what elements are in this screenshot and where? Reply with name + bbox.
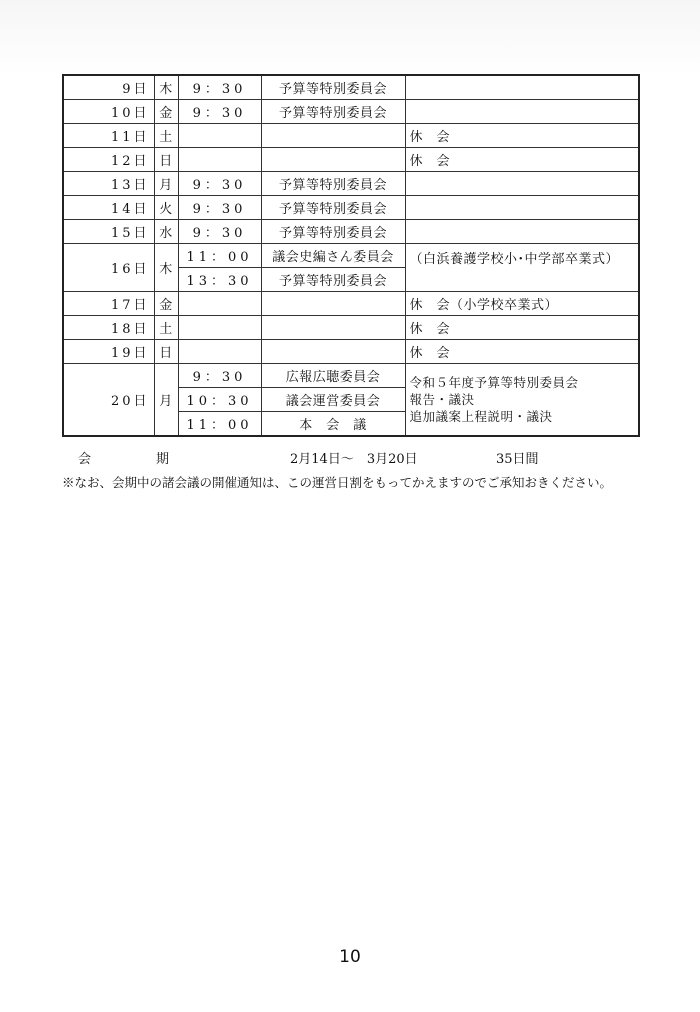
table-row — [63, 340, 639, 364]
time-cell: 9：30 — [178, 75, 261, 100]
weekday-cell: 金 — [154, 100, 178, 124]
time-cell — [178, 124, 261, 148]
note-cell — [405, 75, 639, 100]
meeting-cell: 予算等特別委員会 — [261, 75, 405, 100]
day-cell: 20日 — [63, 364, 154, 437]
session-period-label: 会 期 — [78, 452, 170, 467]
meeting-cell: 広報広聴委員会 — [261, 364, 405, 388]
time-cell: 11：00 — [178, 412, 261, 437]
day-cell: 9日 — [63, 75, 154, 100]
table-row — [63, 196, 639, 220]
table-row — [63, 316, 639, 340]
session-period-line — [78, 448, 638, 466]
meeting-cell — [261, 340, 405, 364]
weekday-cell: 土 — [154, 316, 178, 340]
table-row — [63, 148, 639, 172]
weekday-cell: 日 — [154, 148, 178, 172]
weekday-cell: 日 — [154, 340, 178, 364]
note-cell — [405, 220, 639, 244]
meeting-cell: 議会史編さん委員会 — [261, 244, 405, 268]
notice-text: ※なお、会期中の諸会議の開催通知は、この運営日割をもってかえますのでご承知おきください。 — [62, 475, 613, 490]
day-cell: 14日 — [63, 196, 154, 220]
day-cell: 15日 — [63, 220, 154, 244]
page-number: 10 — [339, 947, 361, 967]
weekday-cell: 水 — [154, 220, 178, 244]
note-cell: 休 会 — [405, 148, 639, 172]
weekday-cell: 月 — [154, 364, 178, 437]
time-cell — [178, 292, 261, 316]
day-cell: 11日 — [63, 124, 154, 148]
time-cell: 9：30 — [178, 364, 261, 388]
day-cell: 16日 — [63, 244, 154, 292]
schedule-table — [62, 74, 640, 437]
session-period-dates: 2月14日～ 3月20日 — [290, 452, 418, 467]
scan-top-bleed — [0, 0, 700, 75]
meeting-cell: 予算等特別委員会 — [261, 100, 405, 124]
day-cell: 17日 — [63, 292, 154, 316]
time-cell — [178, 316, 261, 340]
note-cell — [405, 196, 639, 220]
time-cell: 11：00 — [178, 244, 261, 268]
weekday-cell: 木 — [154, 75, 178, 100]
note-cell: 休 会（小学校卒業式） — [405, 292, 639, 316]
time-cell: 9：30 — [178, 220, 261, 244]
time-cell: 9：30 — [178, 172, 261, 196]
table-row — [63, 100, 639, 124]
table-row — [63, 220, 639, 244]
note-cell: 休 会 — [405, 316, 639, 340]
weekday-cell: 金 — [154, 292, 178, 316]
note-cell: 休 会 — [405, 124, 639, 148]
session-period-days: 35日間 — [496, 452, 539, 467]
day-cell: 12日 — [63, 148, 154, 172]
day-cell: 10日 — [63, 100, 154, 124]
time-cell: 10：30 — [178, 388, 261, 412]
meeting-cell: 本 会 議 — [261, 412, 405, 437]
time-cell: 9：30 — [178, 100, 261, 124]
meeting-cell: 予算等特別委員会 — [261, 220, 405, 244]
note-cell: （白浜養護学校小･中学部卒業式） — [405, 244, 639, 292]
meeting-cell: 議会運営委員会 — [261, 388, 405, 412]
day-cell: 18日 — [63, 316, 154, 340]
table-row — [63, 244, 639, 268]
meeting-cell: 予算等特別委員会 — [261, 268, 405, 292]
time-cell — [178, 148, 261, 172]
weekday-cell: 木 — [154, 244, 178, 292]
meeting-cell — [261, 148, 405, 172]
meeting-cell — [261, 292, 405, 316]
note-cell — [405, 100, 639, 124]
table-row — [63, 292, 639, 316]
time-cell — [178, 340, 261, 364]
day-cell: 19日 — [63, 340, 154, 364]
time-cell: 9：30 — [178, 196, 261, 220]
meeting-cell — [261, 124, 405, 148]
meeting-cell — [261, 316, 405, 340]
table-row — [63, 172, 639, 196]
weekday-cell: 土 — [154, 124, 178, 148]
note-cell: 休 会 — [405, 340, 639, 364]
note-cell: 令和５年度予算等特別委員会 報告・議決 追加議案上程説明・議決 — [405, 364, 639, 437]
table-row — [63, 75, 639, 100]
day-cell: 13日 — [63, 172, 154, 196]
weekday-cell: 火 — [154, 196, 178, 220]
meeting-cell: 予算等特別委員会 — [261, 172, 405, 196]
meeting-cell: 予算等特別委員会 — [261, 196, 405, 220]
note-cell — [405, 172, 639, 196]
time-cell: 13：30 — [178, 268, 261, 292]
weekday-cell: 月 — [154, 172, 178, 196]
table-row — [63, 364, 639, 388]
table-row — [63, 124, 639, 148]
